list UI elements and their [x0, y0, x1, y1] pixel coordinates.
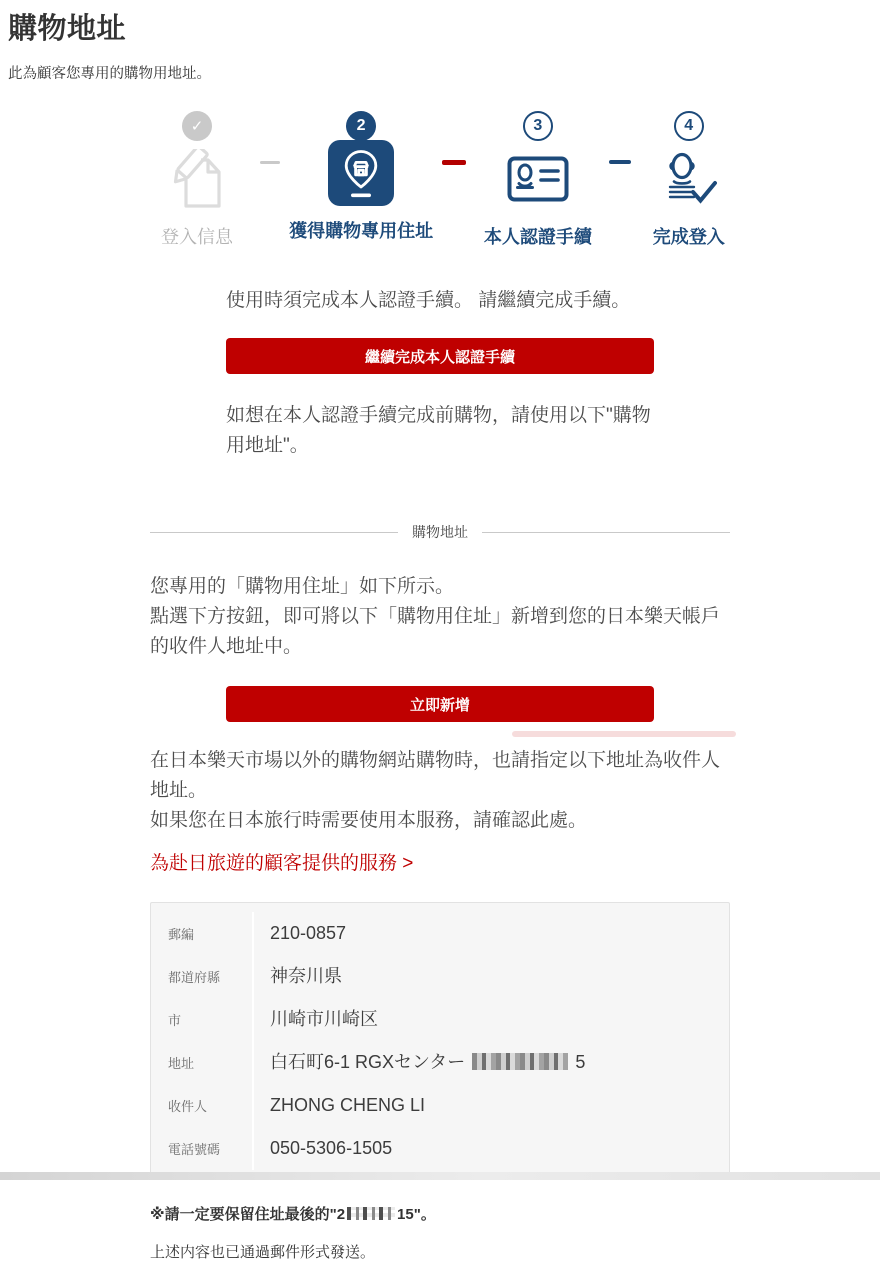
- address-field-label: 收件人: [168, 1099, 208, 1114]
- person-check-icon: [661, 150, 717, 208]
- page-header: [0, 0, 880, 83]
- page-subtitle: 此為顧客您專用的購物用地址。: [8, 66, 211, 82]
- address-field-value: 050-5306-1505: [252, 1127, 729, 1170]
- address-row-postal-code: [151, 912, 729, 955]
- keep-suffix-note: ※請一定要保留住址最後的"2 15"。: [150, 1206, 436, 1223]
- step-number-badge: 3: [523, 111, 553, 141]
- address-row-recipient: [151, 1084, 729, 1127]
- id-card-icon: [507, 156, 569, 202]
- bottom-edge-strip: [0, 1172, 880, 1180]
- step-complete-signup: [631, 111, 746, 249]
- address-row-prefecture: [151, 955, 729, 998]
- step-connector: [260, 111, 280, 164]
- step-login-info: [134, 111, 260, 249]
- address-field-value: 神奈川県: [252, 955, 729, 998]
- pencil-document-icon: [168, 149, 226, 209]
- travel-service-link[interactable]: 為赴日旅遊的顧客提供的服務 >: [150, 853, 414, 874]
- step-number-badge: 4: [674, 111, 704, 141]
- address-row-phone: [151, 1127, 729, 1170]
- step-label: 獲得購物專用住址: [289, 221, 434, 241]
- page-title: 購物地址: [8, 13, 127, 45]
- address-intro-line2: 點選下方按鈕，即可將以下「購物用住址」新增到您的日本樂天帳戶的收件人地址中。: [150, 606, 721, 657]
- continue-verification-button[interactable]: 繼續完成本人認證手續: [226, 338, 654, 374]
- external-sites-note: 在日本樂天市場以外的購物網站購物時，也請指定以下地址為收件人地址。: [150, 750, 721, 801]
- address-field-label: 市: [168, 1013, 182, 1028]
- step-label: 本人認證手續: [483, 227, 592, 247]
- address-field-value: ZHONG CHENG LI: [252, 1084, 729, 1127]
- address-intro-line1: 您專用的「購物用住址」如下所示。: [150, 576, 455, 597]
- divider-label: 購物地址: [412, 524, 468, 540]
- travel-service-note: 如果您在日本旅行時需要使用本服務，請確認此處。: [150, 810, 588, 831]
- step-label: 登入信息: [161, 227, 233, 247]
- step-number-badge: 2: [346, 111, 376, 141]
- step-connector: [442, 111, 466, 165]
- section-divider: [150, 522, 730, 542]
- address-field-label: 都道府縣: [168, 970, 221, 985]
- signup-progress: [134, 111, 746, 249]
- redacted-blur: [347, 1207, 395, 1220]
- add-address-button[interactable]: 立即新增: [226, 686, 654, 722]
- address-row-city: [151, 998, 729, 1041]
- button-afterglow-artifact: [512, 731, 736, 737]
- shop-location-pin-icon: [328, 140, 394, 206]
- address-field-value: 川崎市川崎区: [252, 998, 729, 1041]
- address-field-label: 地址: [168, 1056, 195, 1071]
- address-field-value: 210-0857: [252, 912, 729, 955]
- step-connector: [609, 111, 631, 164]
- address-field-label: 郵編: [168, 927, 195, 942]
- step-label: 完成登入: [652, 227, 725, 247]
- address-intro: [150, 572, 726, 662]
- address-field-label: 電話號碼: [168, 1142, 221, 1157]
- step-identity-verification: [466, 111, 609, 249]
- verify-intro-text: 使用時須完成本人認證手續。 請繼續完成手續。: [226, 290, 631, 311]
- shipping-address-card: [150, 902, 730, 1180]
- address-row-street: [151, 1041, 729, 1084]
- mail-sent-note: 上述内容也已通過郵件形式發送。: [150, 1244, 376, 1261]
- redacted-blur: [472, 1053, 568, 1070]
- pre-verification-note: 如想在本人認證手續完成前購物，請使用以下"購物用地址"。: [226, 405, 651, 456]
- step-get-address: [280, 111, 442, 243]
- address-field-value: 白石町6-1 RGXセンター 5: [252, 1041, 729, 1084]
- check-icon: ✓: [182, 111, 212, 141]
